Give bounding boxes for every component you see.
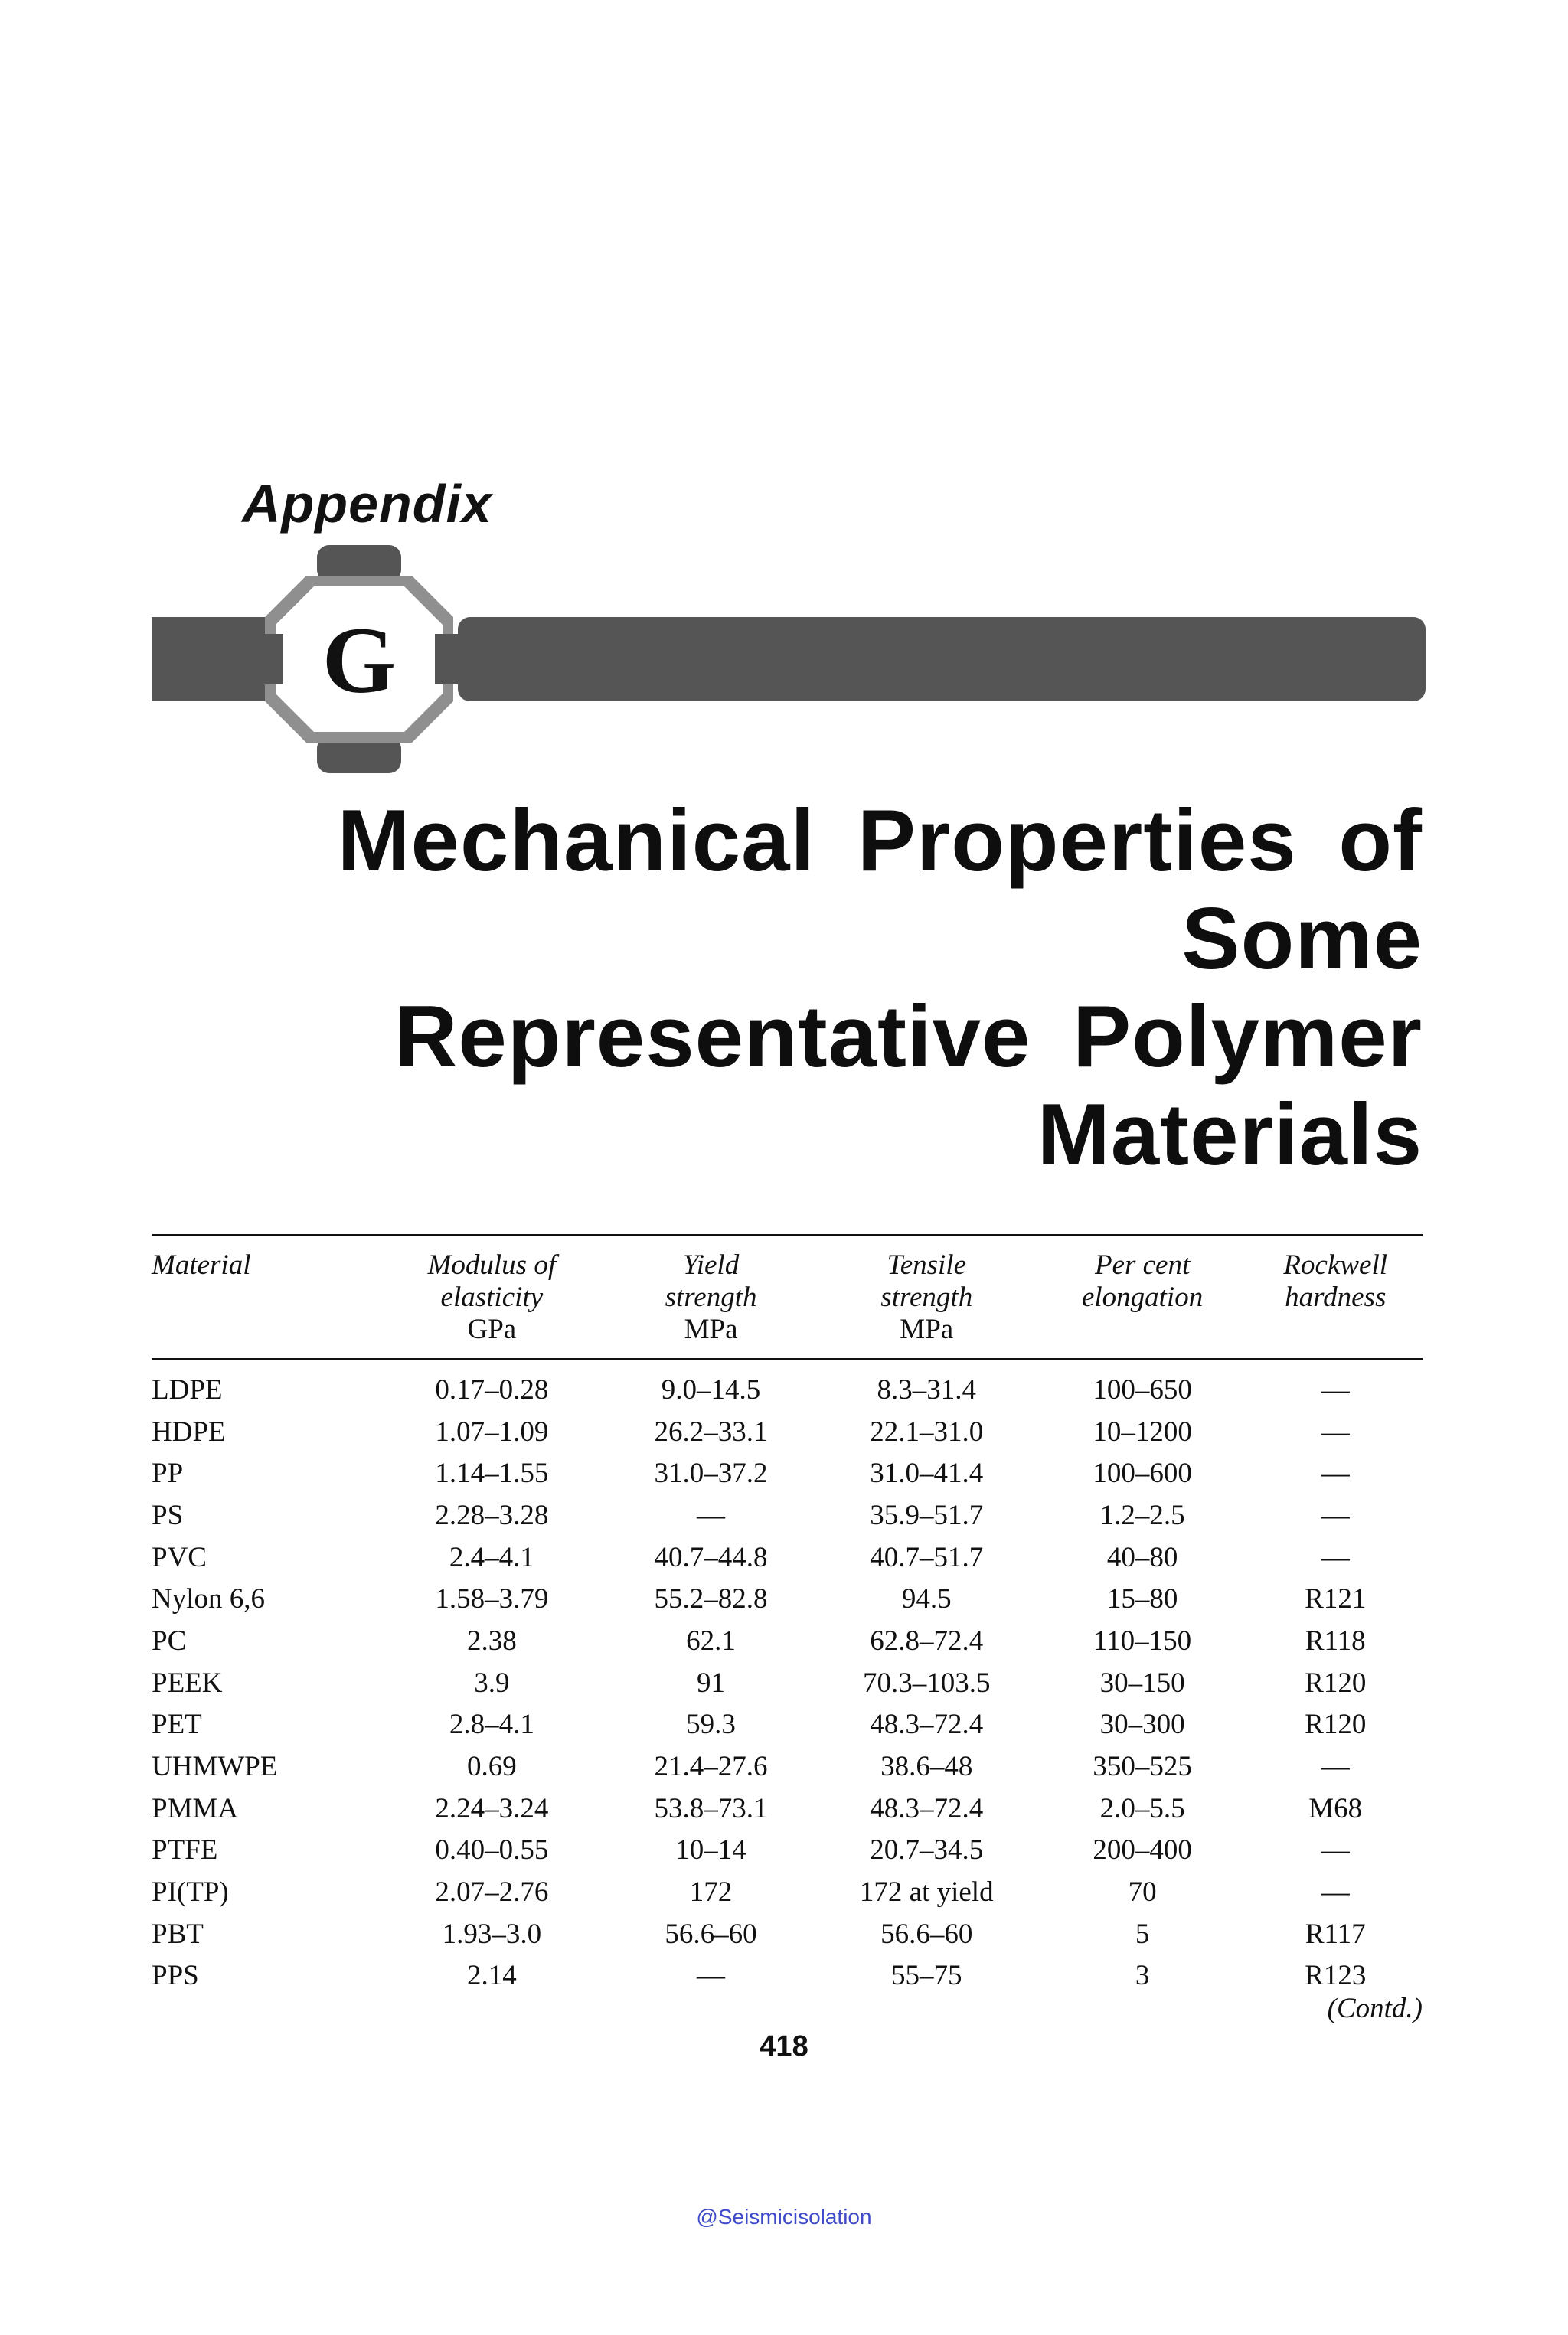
column-header: [1248, 1235, 1423, 1359]
table-cell: —: [1321, 1834, 1350, 1866]
table-cell: 1.93–3.0: [442, 1918, 542, 1950]
table-body: [152, 1359, 1423, 1997]
material-name-cell: PVC: [152, 1541, 207, 1573]
column-header: [378, 1235, 605, 1359]
material-name-cell: Nylon 6,6: [152, 1583, 265, 1615]
table-row: [152, 1913, 1423, 1955]
table-cell: R121: [1305, 1583, 1367, 1615]
table-cell: 1.2–2.5: [1099, 1499, 1185, 1531]
table-cell: 1.58–3.79: [435, 1583, 549, 1615]
table-row: [152, 1788, 1423, 1830]
column-header: [1037, 1235, 1249, 1359]
table-cell: 30–150: [1099, 1667, 1185, 1699]
table-cell: 2.4–4.1: [449, 1541, 534, 1573]
table-cell: R120: [1305, 1667, 1367, 1699]
table-cell: 2.8–4.1: [449, 1709, 534, 1741]
table-header: [152, 1235, 1423, 1359]
table-cell: 22.1–31.0: [870, 1416, 984, 1448]
table-cell: 48.3–72.4: [870, 1792, 984, 1824]
table-cell: 91: [697, 1667, 726, 1699]
column-header: [605, 1235, 816, 1359]
table-cell: 40–80: [1106, 1541, 1178, 1573]
table-row: [152, 1955, 1423, 1997]
material-name-cell: PI(TP): [152, 1876, 229, 1909]
table-cell: —: [697, 1960, 726, 1992]
table-cell: 3: [1135, 1960, 1150, 1992]
table-cell: 3.9: [474, 1667, 510, 1699]
table-row: [152, 1704, 1423, 1746]
material-name-cell: PEEK: [152, 1667, 223, 1699]
table-cell: 2.0–5.5: [1099, 1792, 1185, 1824]
column-header-label: elasticity: [440, 1282, 544, 1313]
table-cell: 70.3–103.5: [863, 1667, 991, 1699]
table-cell: —: [1321, 1751, 1350, 1783]
table-cell: 2.28–3.28: [435, 1499, 549, 1531]
table-cell: 40.7–44.8: [654, 1541, 768, 1573]
table-cell: 59.3: [686, 1709, 736, 1741]
table-cell: 55.2–82.8: [654, 1583, 768, 1615]
table-row: [152, 1871, 1423, 1913]
table-cell: 48.3–72.4: [870, 1709, 984, 1741]
table-row: [152, 1537, 1423, 1579]
column-header-label: Modulus of: [427, 1249, 557, 1281]
table-cell: 1.07–1.09: [435, 1416, 549, 1448]
table-cell: —: [1321, 1541, 1350, 1573]
banner-right-bar: [458, 617, 1426, 701]
gear-banner-graphic: [0, 536, 1568, 781]
table-cell: R120: [1305, 1709, 1367, 1741]
table-cell: 53.8–73.1: [654, 1792, 768, 1824]
column-header-label: Material: [152, 1249, 251, 1281]
table-cell: 0.69: [466, 1751, 517, 1783]
table-cell: M68: [1308, 1792, 1363, 1824]
table-cell: 40.7–51.7: [870, 1541, 984, 1573]
appendix-label: Appendix: [242, 474, 492, 534]
table-cell: —: [1321, 1416, 1350, 1448]
chapter-title-line-1: Mechanical Properties of Some: [337, 792, 1423, 988]
table-cell: 30–300: [1099, 1709, 1185, 1741]
table-cell: 5: [1135, 1918, 1150, 1950]
appendix-banner: [0, 536, 1568, 781]
table-row: [152, 1662, 1423, 1704]
table-cell: 100–650: [1093, 1373, 1192, 1406]
column-header-label: strength: [665, 1282, 757, 1313]
table-cell: —: [1321, 1373, 1350, 1406]
table-cell: —: [1321, 1458, 1350, 1490]
material-name-cell: PPS: [152, 1960, 199, 1992]
table-cell: 2.38: [466, 1625, 517, 1657]
table-cell: 8.3–31.4: [877, 1373, 976, 1406]
table-cell: 1.14–1.55: [435, 1458, 549, 1490]
table-row: [152, 1359, 1423, 1411]
page-number: 418: [760, 2030, 808, 2062]
continued-note: (Contd.): [1327, 1993, 1423, 2024]
table-cell: 38.6–48: [880, 1751, 973, 1783]
column-header: [817, 1235, 1037, 1359]
table-row: [152, 1578, 1423, 1620]
table-cell: 21.4–27.6: [654, 1751, 768, 1783]
table-cell: 200–400: [1093, 1834, 1192, 1866]
table-cell: 0.17–0.28: [435, 1373, 549, 1406]
column-header-label: Tensile: [887, 1249, 966, 1281]
table-cell: 10–1200: [1093, 1416, 1192, 1448]
table-cell: 172 at yield: [859, 1876, 994, 1909]
table-cell: 10–14: [675, 1834, 746, 1866]
table-row: [152, 1411, 1423, 1453]
table-row: [152, 1746, 1423, 1788]
watermark: @Seismicisolation: [696, 2205, 872, 2229]
appendix-letter: G: [322, 608, 397, 713]
chapter-title-line-2: Representative Polymer Materials: [394, 988, 1423, 1184]
material-name-cell: PET: [152, 1709, 202, 1741]
table-cell: —: [697, 1499, 726, 1531]
table-cell: 35.9–51.7: [870, 1499, 984, 1531]
table-cell: —: [1321, 1499, 1350, 1531]
material-name-cell: UHMWPE: [152, 1751, 278, 1783]
table-row: [152, 1620, 1423, 1662]
table-cell: 15–80: [1106, 1583, 1178, 1615]
table-row: [152, 1830, 1423, 1872]
column-unit: MPa: [684, 1314, 738, 1345]
column-header-label: strength: [880, 1282, 973, 1313]
column-unit: GPa: [467, 1314, 517, 1345]
table-cell: R123: [1305, 1960, 1367, 1992]
table-cell: 62.1: [686, 1625, 736, 1657]
column-header-label: Per cent: [1094, 1249, 1191, 1281]
material-name-cell: PS: [152, 1499, 184, 1531]
column-header-label: Yield: [682, 1249, 740, 1281]
table-cell: 31.0–41.4: [870, 1458, 984, 1490]
table-cell: 100–600: [1093, 1458, 1192, 1490]
material-name-cell: PBT: [152, 1918, 204, 1950]
table-cell: 26.2–33.1: [654, 1416, 768, 1448]
table-cell: 0.40–0.55: [435, 1834, 549, 1866]
column-unit: MPa: [900, 1314, 954, 1345]
material-name-cell: LDPE: [152, 1373, 223, 1406]
table-cell: 2.14: [466, 1960, 517, 1992]
table-cell: R117: [1305, 1918, 1366, 1950]
table-cell: 2.07–2.76: [435, 1876, 549, 1909]
polymer-properties-table: [152, 1234, 1423, 1997]
table-cell: 9.0–14.5: [661, 1373, 761, 1406]
material-name-cell: PTFE: [152, 1834, 218, 1866]
column-header-label: hardness: [1285, 1282, 1387, 1313]
table-cell: 56.6–60: [880, 1918, 973, 1950]
table-cell: 350–525: [1093, 1751, 1192, 1783]
column-header: [152, 1235, 378, 1359]
table-cell: 31.0–37.2: [654, 1458, 768, 1490]
table-cell: 62.8–72.4: [870, 1625, 984, 1657]
chapter-title: [121, 792, 1423, 1184]
column-header-label: Rockwell: [1283, 1249, 1388, 1281]
table-cell: 55–75: [891, 1960, 962, 1992]
table-cell: 70: [1128, 1876, 1157, 1909]
table-cell: 94.5: [901, 1583, 952, 1615]
material-name-cell: HDPE: [152, 1416, 226, 1448]
material-name-cell: PC: [152, 1625, 187, 1657]
table-cell: R118: [1305, 1625, 1366, 1657]
table-cell: 110–150: [1093, 1625, 1192, 1657]
table-row: [152, 1494, 1423, 1537]
material-name-cell: PP: [152, 1458, 184, 1490]
material-name-cell: PMMA: [152, 1792, 239, 1824]
table-cell: —: [1321, 1876, 1350, 1909]
table-cell: 20.7–34.5: [870, 1834, 984, 1866]
table-cell: 172: [689, 1876, 733, 1909]
table-cell: 2.24–3.24: [435, 1792, 549, 1824]
table-cell: 56.6–60: [665, 1918, 757, 1950]
table-row: [152, 1452, 1423, 1494]
column-header-label: elongation: [1081, 1282, 1204, 1313]
